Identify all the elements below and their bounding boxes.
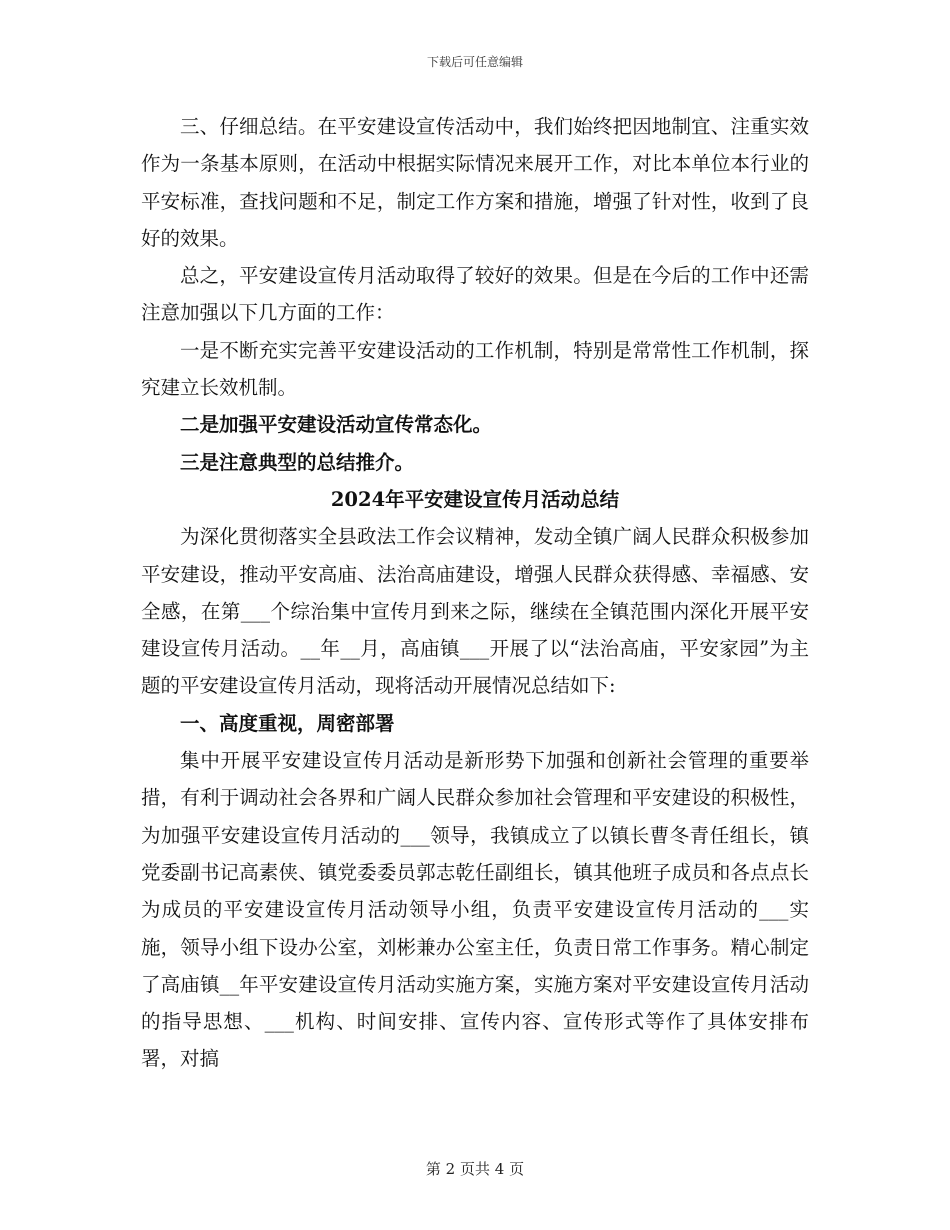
paragraph-summary-three: 三、仔细总结。在平安建设宣传活动中，我们始终把因地制宜、注重实效作为一条基本原则，在活动中根据实际情况来展开工作，对比本单位本行业的平安标准，查找问题和不足，制定工作方案和措施，增强了针对性，收到了良好的效果。 <box>141 115 809 250</box>
paragraph-point-two: 二是加强平安建设活动宣传常态化。 <box>180 413 493 437</box>
page-header: 下载后可任意编辑 <box>426 55 523 69</box>
section-title: 2024年平安建设宣传月活动总结 <box>330 487 620 511</box>
paragraph-point-three: 三是注意典型的总结推介。 <box>180 450 415 474</box>
page-footer: 第 2 页共 4 页 <box>425 1160 525 1178</box>
paragraph-deployment: 集中开展平安建设宣传月活动是新形势下加强和创新社会管理的重要举措，有利于调动社会各界和广阔人民群众参加社会管理和平安建设的积极性，为加强平安建设宣传月活动的___领导，我镇成立了以镇长曹冬青任组长，镇党委副书记高素侠、镇党委委员郭志乾任副组长，镇其他班子成员和各点点长为成员的平安建设宣传月活动领导小组，负责平安建设宣传月活动的___实施，领导小组下设办公室，刘彬兼办公室主任，负责日常工作事务。精心制定了高庙镇__年平安建设宣传月活动实施方案，实施方案对平安建设宣传月活动的指导思想、___机构、时间安排、宣传内容、宣传形式等作了具体安排布署，对搞 <box>141 749 809 1071</box>
paragraph-point-one: 一是不断充实完善平安建设活动的工作机制，特别是常常性工作机制，探究建立长效机制。 <box>141 338 809 400</box>
section-heading-one: 一、高度重视，周密部署 <box>180 711 395 735</box>
paragraph-conclusion: 总之，平安建设宣传月活动取得了较好的效果。但是在今后的工作中还需注意加强以下几方面的工作： <box>141 264 809 325</box>
document-body <box>141 108 809 1078</box>
paragraph-intro: 为深化贯彻落实全县政法工作会议精神，发动全镇广阔人民群众积极参加平安建设，推动平安高庙、法治高庙建设，增强人民群众获得感、幸福感、安全感，在第___个综治集中宣传月到来之际，继续在全镇范围内深化开展平安建设宣传月活动。__年__月，高庙镇___开展了以“法治高庙，平安家园”为主题的平安建设宣传月活动，现将活动开展情况总结如下: <box>141 525 809 698</box>
